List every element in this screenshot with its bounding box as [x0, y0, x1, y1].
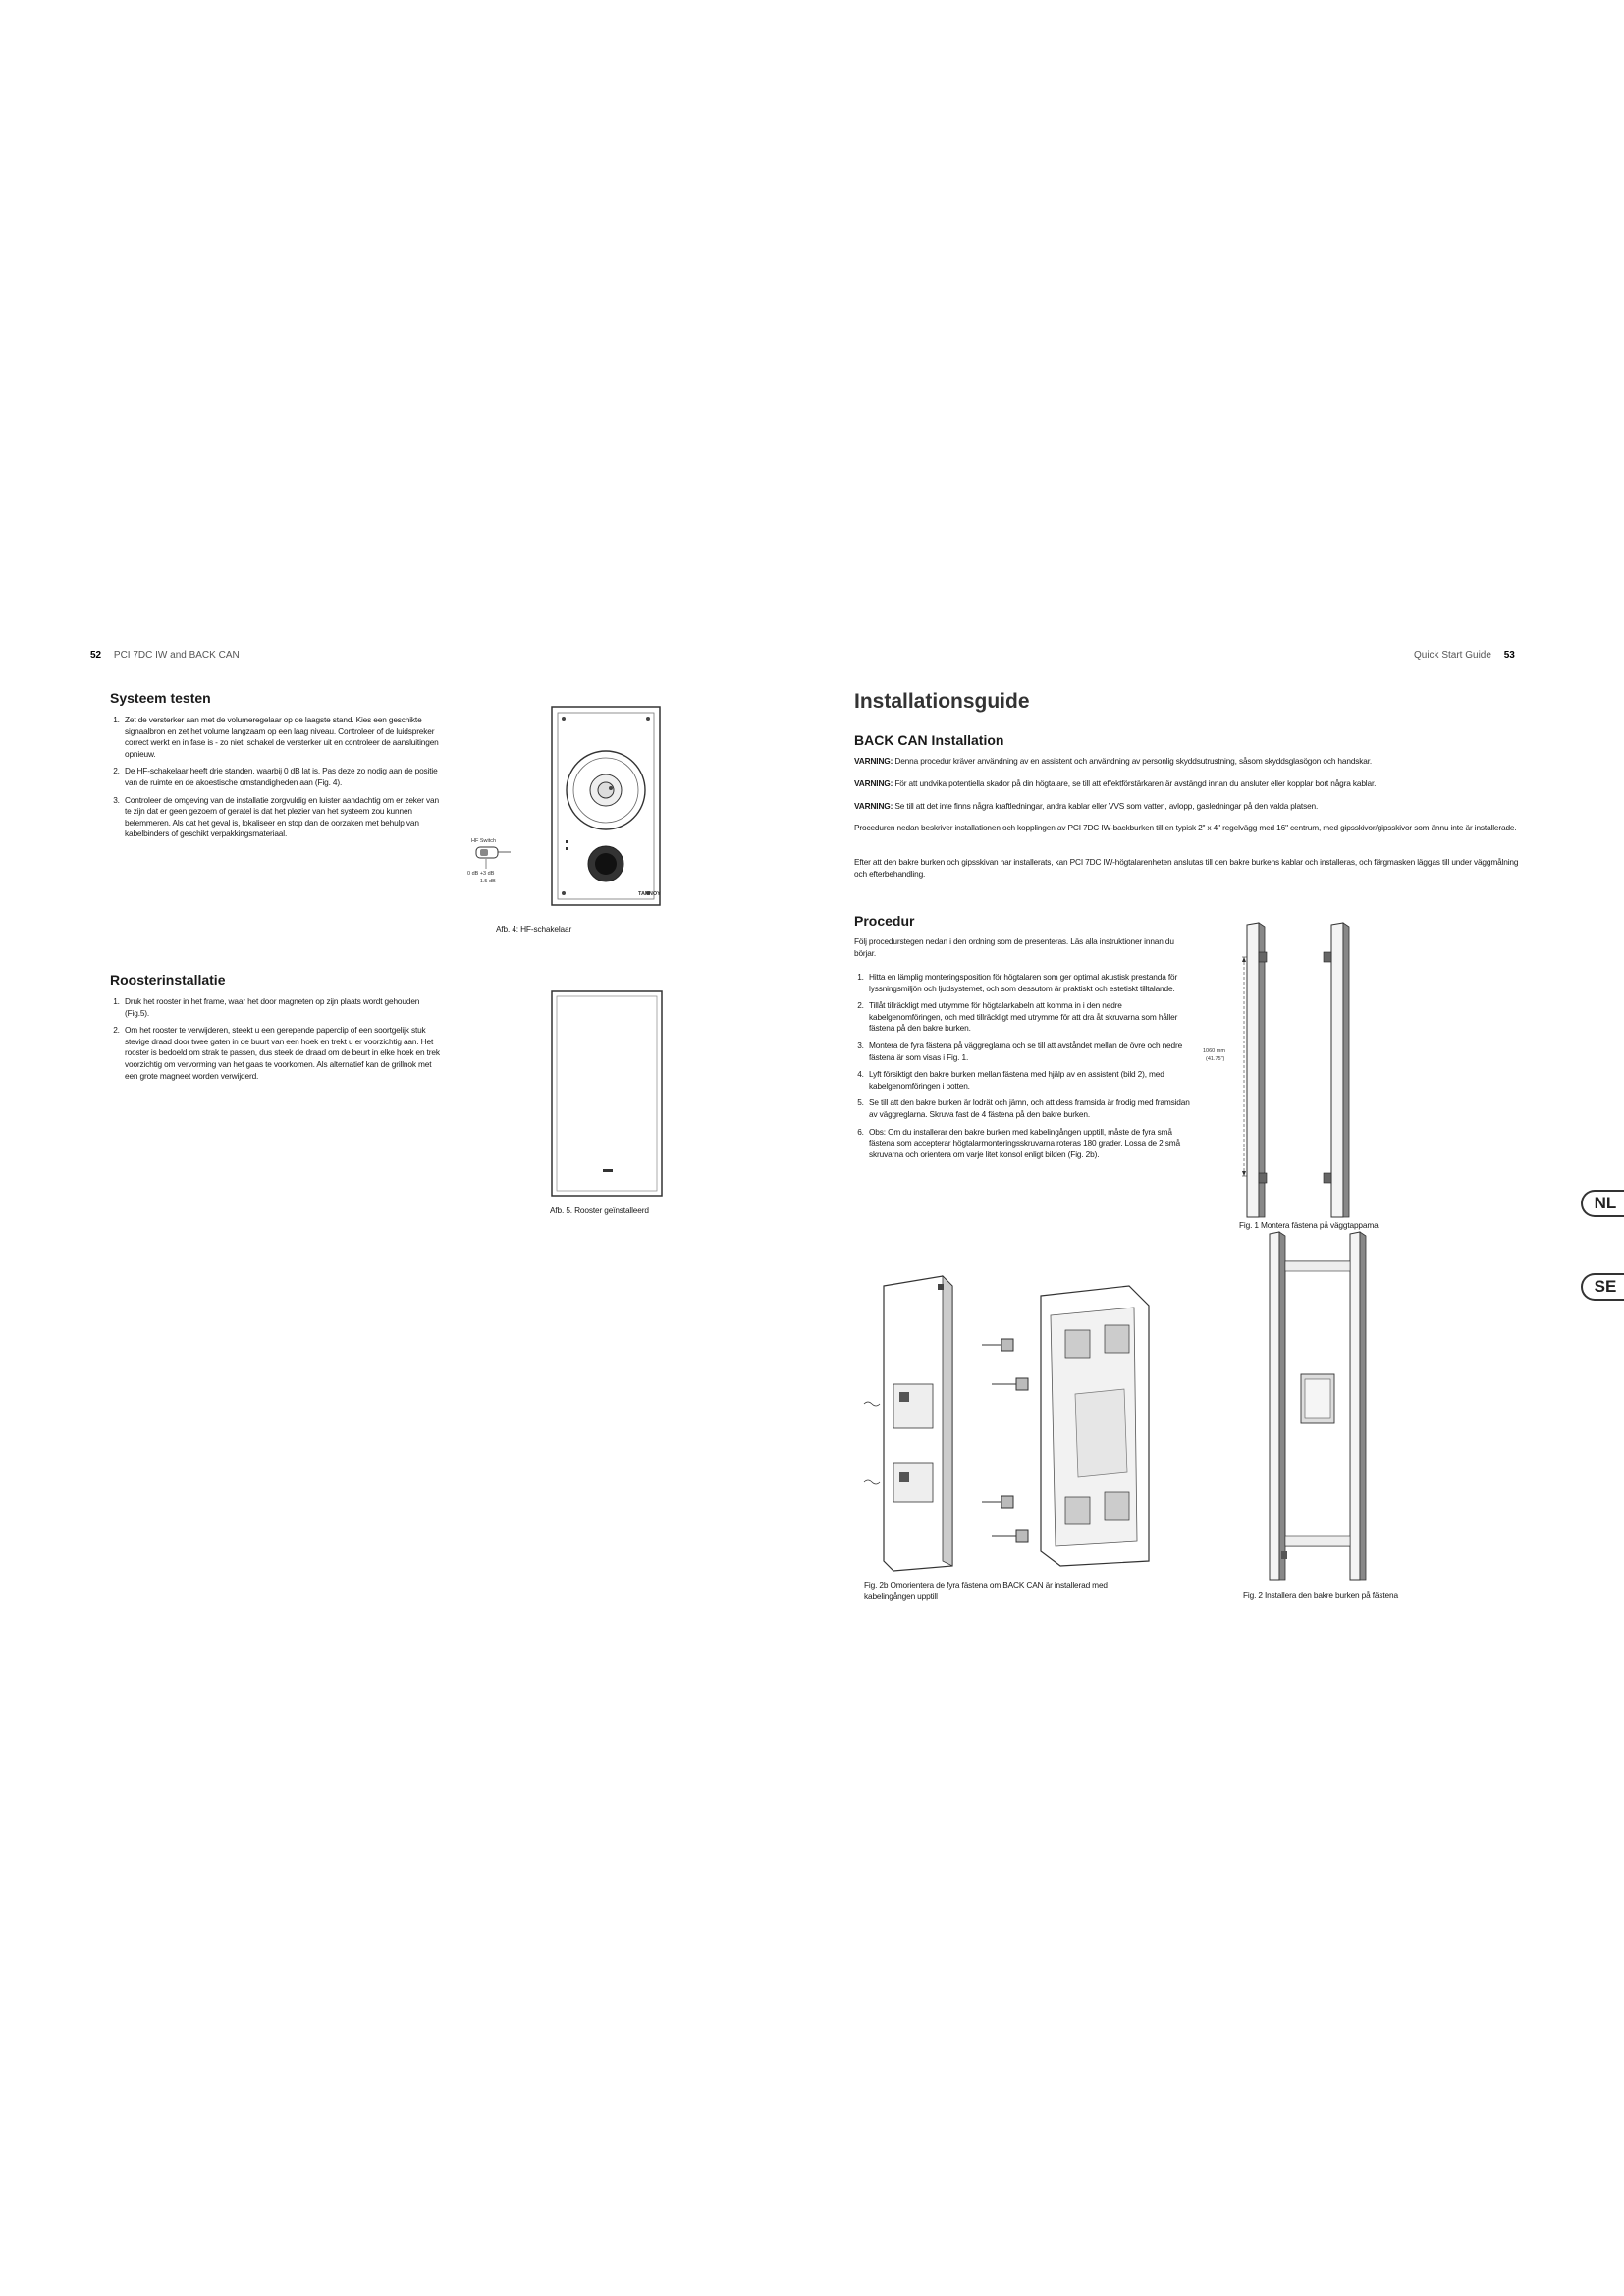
- language-tab-se[interactable]: SE: [1581, 1273, 1624, 1301]
- warning-text: Se till att det inte finns några kraftledningar, andra kablar eller VVS som vatten, avlopp, gasledningar på den valda platsen.: [893, 801, 1319, 811]
- header-title: PCI 7DC IW and BACK CAN: [113, 650, 240, 661]
- switch-value2: -1.5 dB: [478, 879, 496, 884]
- left-page-header: [90, 650, 240, 661]
- procedur-steps: [854, 972, 1190, 1166]
- fig2b-caption-line2: kabelingången upptill: [864, 1591, 938, 1601]
- warning-label: VARNING:: [854, 756, 893, 766]
- list-item: 2. De HF-schakelaar heeft drie standen, waarbij 0 dB lat is. Pas deze zo nodig aan de positie van de ruimte en de akoestische omstandigheden aan (Fig. 4).: [122, 766, 446, 788]
- fig2b-caption: [864, 1580, 1108, 1602]
- list-item: 2. Om het rooster te verwijderen, steekt u een gerepende paperclip of een soortgelijk stuk stevige draad door twee gaten in de buurt van een hoek en trekt u er voorzichtig aan. Het rooster is bedoeld om strak te passen, dus steek de draad om de beurt in elke hoek en trek voorzichtig om vervorming van het gaas te voorkomen. Als alternatief kan de grillnok met een grote magneet worden verwijderd.: [122, 1025, 446, 1082]
- list-item: 3. Controleer de omgeving van de installatie zorgvuldig en luister aandachtig om er zeker van te zijn dat er geen gezoem of geratel is dat het plezier van het systeem zou kunnen belemmeren. Als dat het geval is, lokaliseer en stop dan de oorzaken met behulp van kabelbinders of geschikt verpakkingsmateriaal.: [122, 795, 446, 840]
- rooster-heading: Roosterinstallatie: [110, 972, 226, 988]
- list-item: 1. Hitta en lämplig monteringsposition för högtalaren som ger optimal akustisk prestanda för lyssningsmiljön och ljudsystemet, och som dessutom är praktiskt och estetiskt tilltalande.: [866, 972, 1190, 994]
- backcan-heading: BACK CAN Installation: [854, 732, 1004, 748]
- warning-label: VARNING:: [854, 778, 893, 788]
- page-number: 53: [1503, 650, 1515, 661]
- brand-label: TANNOY: [638, 891, 661, 897]
- list-item: 2. Tillåt tillräckligt med utrymme för högtalarkabeln att komma in i den nedre kabelgenomföringen, och med tillräckligt med utrymme för att dra åt skruvarna som håller fästena på den bakre burken.: [866, 1000, 1190, 1035]
- fig2-backcan-illustration: [1262, 1232, 1380, 1585]
- header-title: Quick Start Guide: [1414, 650, 1491, 661]
- dimension-mm: 1060 mm: [1203, 1048, 1225, 1054]
- list-item: 1. Druk het rooster in het frame, waar het door magneten op zijn plaats wordt gehouden (Fig.5).: [122, 996, 446, 1019]
- language-tab-nl[interactable]: NL: [1581, 1190, 1624, 1217]
- fig2b-caption-line1: Fig. 2b Omorientera de fyra fästena om BACK CAN är installerad med: [864, 1580, 1108, 1590]
- list-item: 3. Montera de fyra fästena på väggreglarna och se till att avståndet mellan de övre och nedre fästena är som visas i Fig. 1.: [866, 1041, 1190, 1063]
- fig4-speaker-illustration: [467, 702, 687, 918]
- warning-1: [854, 756, 1522, 768]
- fig2-caption: Fig. 2 Installera den bakre burken på fästena: [1243, 1590, 1398, 1600]
- warning-label: VARNING:: [854, 801, 893, 811]
- hf-switch-label: HF Switch: [471, 838, 497, 844]
- warning-2: [854, 778, 1522, 790]
- fig5-grille-illustration: [550, 989, 668, 1201]
- intro-paragraph-2: Efter att den bakre burken och gipsskivan har installerats, kan PCI 7DC IW-högtalarenheten anslutas till den bakre burkens kablar och installeras, och färgmasken läggas till under väggmålning och efterbehandling.: [854, 857, 1519, 879]
- fig1-caption: Fig. 1 Montera fästena på väggtappama: [1239, 1220, 1379, 1230]
- fig4-caption: Afb. 4: HF-schakelaar: [496, 924, 572, 934]
- page-title: Installationsguide: [854, 690, 1030, 713]
- page-number: 52: [90, 650, 102, 661]
- list-item: 4. Lyft försiktigt den bakre burken mellan fästena med hjälp av en assistent (bild 2), med kabelgenomföringen i botten.: [866, 1069, 1190, 1092]
- switch-values: 0 dB +3 dB: [467, 871, 495, 877]
- intro-paragraph-1: Proceduren nedan beskriver installationen och kopplingen av PCI 7DC IW-backburken till en typisk 2" x 4" regelvägg med 16" centrum, med gipsskivor/gipsskivor som ännu inte är installerade.: [854, 823, 1517, 832]
- systeem-steps: [110, 715, 446, 846]
- dimension-inch: (41.75"): [1206, 1056, 1225, 1062]
- fig1-brackets-illustration: [1203, 923, 1384, 1217]
- warning-text: För att undvika potentiella skador på din högtalare, se till att effektförstärkaren är avstängd innan du ansluter eller kopplar bort några kablar.: [893, 778, 1377, 788]
- systeem-heading: Systeem testen: [110, 690, 211, 706]
- procedur-heading: Procedur: [854, 913, 915, 929]
- fig2b-backcan-illustration: [854, 1276, 1188, 1571]
- list-item: 5. Se till att den bakre burken är lodrät och jämn, och att dess framsida är frodig med framsidan av väggreglarna. Skruva fast de 4 fästena på den bakre burken.: [866, 1097, 1190, 1120]
- rooster-steps: [110, 996, 446, 1088]
- warning-3: [854, 801, 1522, 813]
- list-item: 6. Obs: Om du installerar den bakre burken med kabelingången upptill, måste de fyra små fästena som accepterar högtalarmonteringsskruvarna roteras 180 grader. Lossa de 2 små skruvarna och orientera om varje litet konsol enligt bilden (Fig. 2b).: [866, 1127, 1190, 1161]
- list-item: 1. Zet de versterker aan met de volumeregelaar op de laagste stand. Kies een geschikte signaalbron en zet het volume langzaam op een laag niveau. Controleer of de luidspreker correct werkt en in fase is - zo niet, schakel de versterker uit en controleer de aansluitingen opnieuw.: [122, 715, 446, 760]
- fig5-caption: Afb. 5. Rooster geïnstalleerd: [550, 1205, 649, 1215]
- right-page-header: [1414, 650, 1515, 661]
- procedur-intro: Följ procedurstegen nedan i den ordning som de presenteras. Läs alla instruktioner innan du börjar.: [854, 936, 1174, 958]
- warning-text: Denna procedur kräver användning av en assistent och användning av personlig skyddsutrustning, såsom skyddsglasögon och handskar.: [893, 756, 1373, 766]
